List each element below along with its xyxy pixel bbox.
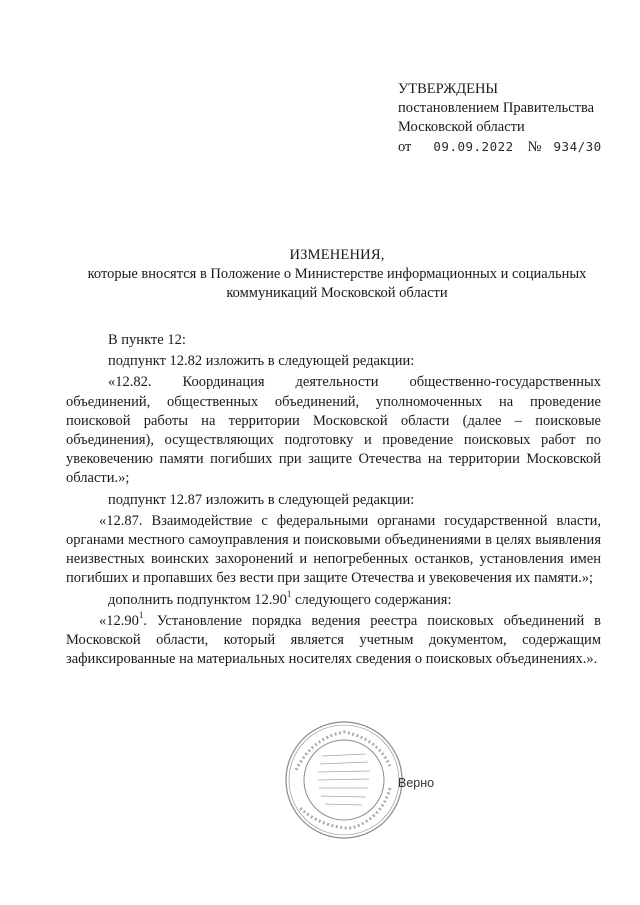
paragraph-text-1287: «12.87. Взаимодействие с федеральными органами государственной власти, органами местного самоуправления и поисковыми объединениями в целях выявления неизвестных воинских захоронений и непогребенных останков, установления имен погибших и пропавших без вести при защите Отечества и увековечения их памяти.»;: [66, 512, 601, 587]
paragraph-instruction-1290: [66, 588, 601, 610]
title-sub-line-2: коммуникаций Московской области: [226, 285, 448, 301]
stamp-caption: Верно: [398, 776, 435, 790]
approval-line-1: постановлением Правительства: [398, 100, 595, 116]
paragraph-instruction-1282: подпункт 12.82 изложить в следующей редакции:: [108, 353, 415, 370]
document-body: [66, 331, 601, 669]
approval-block: [398, 80, 602, 157]
approval-number: 934/30: [553, 139, 602, 154]
title-main: ИЗМЕНЕНИЯ,: [289, 247, 385, 263]
approval-date: 09.09.2022: [433, 139, 514, 154]
paragraph-instruction-1287: подпункт 12.87 изложить в следующей редакции:: [108, 491, 415, 508]
paragraph-text-1282: «12.82. Координация деятельности общественно-государственных объединений, общественных объединений, уполномоченных на проведение поисковой работы на территории Московской области (далее – поисковые объединения), осуществляющих подготовку и проведение поисковых работ по увековечению памяти погибших при защите Отечества на территории Московской области.»;: [66, 374, 601, 487]
instruction-1290-text: дополнить подпунктом 12.90: [108, 591, 287, 608]
number-sign: №: [527, 139, 542, 155]
paragraph-text-1290: [66, 612, 601, 670]
approval-heading: УТВЕРЖДЕНЫ: [398, 81, 499, 97]
superscript-2: 1: [138, 610, 144, 621]
title-sub-line-1: которые вносятся в Положение о Министерстве информационных и социальных: [87, 266, 587, 282]
document-title: [66, 246, 608, 303]
text-1290-number: «12.90: [99, 612, 139, 629]
from-label: от: [398, 139, 412, 155]
paragraph-item-12: В пункте 12:: [108, 332, 186, 348]
approval-line-2: Московской области: [398, 119, 525, 135]
superscript-1: 1: [286, 588, 292, 599]
instruction-1290-tail: следующего содержания:: [291, 591, 452, 608]
approval-date-row: [398, 137, 602, 157]
text-1290-body: . Установление порядка ведения реестра поисковых объединений в Московской области, который является учетным документом, содержащим зафиксированные на материальных носителях сведения о поисковых объединениях.».: [66, 612, 601, 668]
official-seal-icon: [282, 718, 406, 842]
